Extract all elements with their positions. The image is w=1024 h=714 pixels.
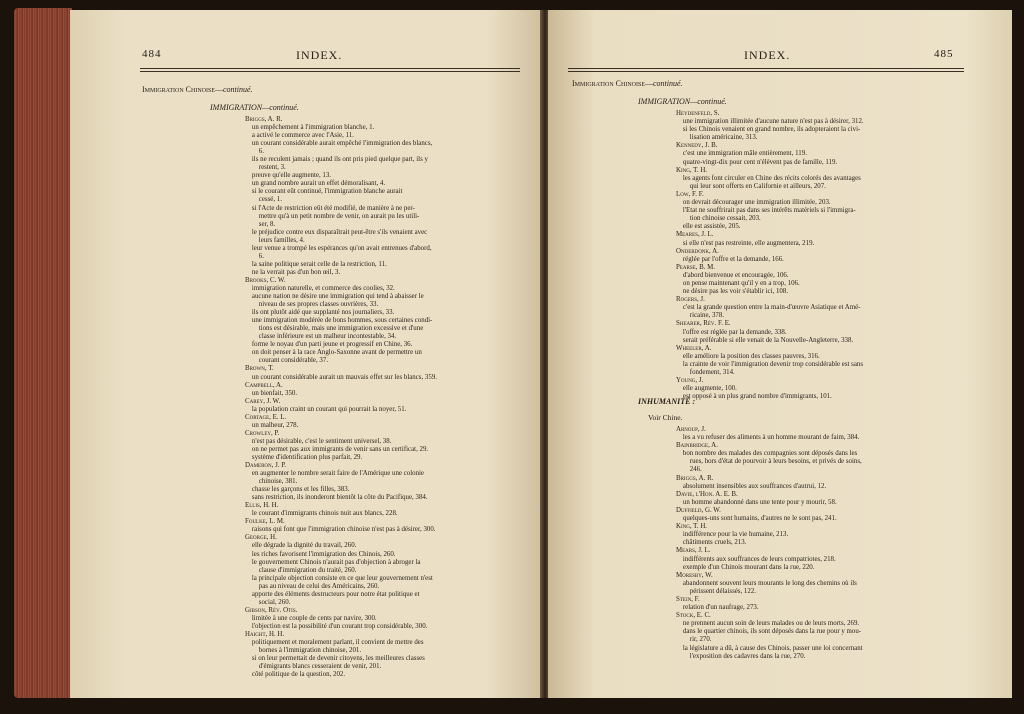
- index-subentry: châtiments cruels, 213.: [676, 539, 747, 547]
- index-name: Duffield, G. W.: [676, 506, 721, 514]
- index-name: Low, F. F.: [676, 190, 704, 198]
- index-subentry: apporte des éléments destructeurs pour notre état politique et: [245, 590, 420, 598]
- left-page: [70, 10, 542, 698]
- index-subentry: ricaine, 378.: [676, 312, 725, 320]
- index-subentry: on pense maintenant qu'il y en a trop, 106.: [676, 279, 800, 287]
- index-subentry: l'Etat ne souffrirait pas dans ses intérêts matériels si l'immigra-: [676, 207, 856, 215]
- index-name: Gibson, Rév. Otis.: [245, 606, 298, 614]
- index-subentry: a activé le commerce avec l'Asie, 11.: [245, 132, 354, 140]
- index-subentry: ser, 8.: [245, 220, 276, 228]
- index-name: George, H.: [245, 534, 277, 542]
- index-subentry: elle améliore la position des classes pauvres, 316.: [676, 352, 820, 360]
- index-subentry: politiquement et moralement parlant, il convient de mettre des: [245, 639, 424, 647]
- page-number-left: 484: [142, 48, 162, 60]
- index-subentry: un courant considérable aurait empêché l'immigration des blancs,: [245, 140, 433, 148]
- index-subentry: aucune nation ne désire une immigration qui tend à abaisser le: [245, 293, 424, 301]
- index-name: Dameron, J. P.: [245, 462, 287, 470]
- index-subentry: l'objection est la possibilité d'un courant trop considérable, 300.: [245, 622, 428, 630]
- index-subentry: c'est la grande question entre la main-d'œuvre Asiatique et Amé-: [676, 304, 861, 312]
- index-name: Meares, J. L.: [676, 231, 714, 239]
- index-name: Moresby, W.: [676, 571, 713, 579]
- index-subentry: mettre qu'à un petit nombre de venir, on aurait pu les utili-: [245, 212, 420, 220]
- index-subentry: tions est désirable, mais une immigration excessive et d'une: [245, 325, 424, 333]
- header-rule: [568, 68, 964, 69]
- index-name: Haight, H. H.: [245, 631, 285, 638]
- index-subentry: un bienfait, 350.: [245, 389, 298, 397]
- sub-heading-right: IMMIGRATION—continué.: [638, 97, 727, 106]
- page-number-right: 485: [934, 48, 954, 60]
- index-subentry: relation d'un naufrage, 273.: [676, 604, 759, 612]
- index-subentry: abandonnent souvent leurs mourants le long des chemins où ils: [676, 579, 857, 587]
- index-subentry: clause d'immigration du traité, 260.: [245, 566, 357, 574]
- index-subentry: c'est une immigration mâle entièrement, 119.: [676, 150, 807, 158]
- index-subentry: absolument insensibles aux souffrances d'autrui, 12.: [676, 482, 827, 490]
- index-subentry: elle augmente, 100.: [676, 385, 737, 393]
- index-subentry: est opposé à un plus grand nombre d'immigrants, 101.: [676, 393, 832, 401]
- index-entries-right: [676, 110, 864, 401]
- index-subentry: qui leur sont offerts en Californie et ailleurs, 207.: [676, 182, 826, 190]
- index-name: Heydenfeld, S.: [676, 110, 720, 117]
- index-subentry: limitée à une couple de cents par navire, 300.: [245, 614, 377, 622]
- index-name: Onderdonk, A.: [676, 247, 719, 255]
- index-subentry: tion chinoise cessait, 203.: [676, 215, 761, 223]
- index-subentry: si on leur permettait de devenir citoyens, les meilleures classes: [245, 655, 425, 663]
- index-name: Kennedy, J. B.: [676, 142, 718, 150]
- index-subentry: lisation américaine, 313.: [676, 134, 758, 142]
- index-subentry: cessé, 1.: [245, 196, 282, 204]
- index-subentry: d'émigrants blancs cesseraient de venir, 201.: [245, 663, 382, 671]
- index-subentry: elle est assistée, 205.: [676, 223, 741, 231]
- index-subentry: périssent délaissés, 122.: [676, 587, 756, 595]
- inhumanite-heading: INHUMANITÉ :: [638, 397, 696, 406]
- index-subentry: l'offre est réglée par la demande, 338.: [676, 328, 787, 336]
- index-subentry: bornes à l'immigration chinoise, 201.: [245, 647, 362, 655]
- index-subentry: rir, 270.: [676, 636, 712, 644]
- index-subentry: indifférence pour la vie humaine, 213.: [676, 531, 789, 539]
- index-subentry: bon nombre des malades des compagnies sont déposés dans les: [676, 450, 858, 458]
- index-subentry: le courant d'immigrants chinois nuit aux blancs, 228.: [245, 510, 398, 518]
- header-rule: [140, 68, 520, 69]
- index-subentry: leur venue a trompé les espérances qu'on avait entrenues d'abord,: [245, 244, 432, 252]
- index-subentry: leurs familles, 4.: [245, 236, 305, 244]
- index-subentry: exemple d'un Chinois mourant dans la rue, 220.: [676, 563, 815, 571]
- index-entries-right-2: [676, 426, 863, 661]
- index-subentry: un homme abandonné dans une tente pour y mourir, 58.: [676, 498, 837, 506]
- index-subentry: fondement, 314.: [676, 369, 735, 376]
- index-name: Brooks, C. W.: [245, 276, 286, 284]
- index-subentry: sans restriction, ils inonderont bientôt la côte du Pacifique, 384.: [245, 494, 428, 502]
- index-subentry: forme le noyau d'un parti jeune et progressif en Chine, 36.: [245, 341, 413, 349]
- index-name: Briggs, A. R.: [676, 474, 714, 482]
- index-subentry: on ne permet pas aux immigrants de venir sans un certificat, 29.: [245, 445, 429, 453]
- page-edges: [14, 8, 72, 698]
- index-subentry: on doit penser à la race Anglo-Saxonne avant de permettre un: [245, 349, 422, 357]
- index-subentry: ils ont plutôt aidé que supplanté nos journaliers, 33.: [245, 309, 395, 317]
- index-subentry: 6.: [245, 148, 264, 156]
- index-subentry: serait préférable si elle venait de la Nouvelle-Angleterre, 338.: [676, 336, 854, 344]
- index-subentry: ne la verrait pas d'un bon œil, 3.: [245, 268, 341, 276]
- index-subentry: ne désire pas les voir s'établir ici, 108.: [676, 288, 789, 296]
- index-subentry: un empêchement à l'immigration blanche, 1.: [245, 124, 375, 132]
- index-subentry: un courant considérable aurait un mauvais effet sur les blancs, 359.: [245, 373, 437, 381]
- index-subentry: chinoise, 381.: [245, 478, 298, 486]
- index-subentry: raisons qui font que l'immigration chinoise n'est pas à désirer, 300.: [245, 526, 436, 534]
- index-subentry: si les Chinois venaient en grand nombre, ils adopteraient la civi-: [676, 126, 861, 134]
- index-entries-left: [245, 116, 437, 679]
- index-subentry: côté politique de la question, 202.: [245, 671, 346, 679]
- index-name: Davie, l'Hon. A. E. B.: [676, 490, 738, 498]
- index-name: Bainbridge, A.: [676, 442, 718, 450]
- index-subentry: si elle n'est pas restreinte, elle augmentera, 219.: [676, 239, 815, 247]
- index-subentry: chasse les garçons et les filles, 383.: [245, 486, 350, 494]
- index-name: Shearer, Rév. F. E.: [676, 320, 731, 328]
- index-subentry: 246.: [676, 466, 702, 474]
- index-subentry: on devrait décourager une immigration illimitée, 203.: [676, 199, 831, 207]
- header-rule-thin: [568, 71, 964, 72]
- section-heading-left: Immigration Chinoise—continué.: [142, 85, 253, 94]
- index-subentry: la législature a dû, à cause des Chinois, passer une loi concernant: [676, 644, 863, 652]
- index-subentry: le gouvernement Chinois n'aurait pas d'objection à abroger la: [245, 558, 421, 566]
- header-rule-thin: [140, 71, 520, 72]
- index-subentry: indifférents aux souffrances de leurs compatriotes, 218.: [676, 555, 836, 563]
- right-page: [548, 10, 1012, 698]
- index-name: Rogers, J.: [676, 296, 705, 304]
- index-subentry: niveau de ses propres classes ouvrières, 33.: [245, 301, 379, 309]
- index-subentry: 6.: [245, 252, 264, 260]
- index-subentry: rues, hors d'état de pourvoir à leurs besoins, et privés de soins,: [676, 458, 862, 466]
- index-subentry: un grand nombre aurait un effet démoralisant, 4.: [245, 180, 386, 188]
- index-subentry: les a vu refuser des aliments à un homme mourant de faim, 384.: [676, 434, 860, 442]
- index-subentry: l'exposition des cadavres dans la rue, 270.: [676, 652, 806, 660]
- index-subentry: social, 260.: [245, 598, 291, 606]
- index-subentry: la crainte de voir l'immigration devenir trop considérable est sans: [676, 360, 864, 368]
- index-subentry: réglée par l'offre et la demande, 166.: [676, 255, 784, 263]
- index-subentry: quelques-uns sont humains, d'autres ne le sont pas, 241.: [676, 515, 837, 523]
- index-name: Brown, T.: [245, 365, 274, 373]
- index-subentry: une immigration modérée de bons hommes, sous certaines condi-: [245, 317, 433, 325]
- index-subentry: immigration naturelle, et commerce des coolies, 32.: [245, 284, 395, 292]
- index-name: Stein, F.: [676, 595, 700, 603]
- running-header-right: INDEX.: [744, 48, 791, 62]
- index-subentry: ne prennent aucun soin de leurs malades ou de leurs morts, 269.: [676, 620, 860, 628]
- index-name: King, T. H.: [676, 166, 708, 174]
- index-name: Carey, J. W.: [245, 397, 281, 405]
- index-subentry: dans le quartier chinois, ils sont déposés dans la rue pour y mou-: [676, 628, 862, 636]
- index-name: Young, J.: [676, 377, 704, 385]
- index-subentry: système d'identification plus parfait, 29.: [245, 453, 363, 461]
- index-name: Wheeler, A.: [676, 344, 712, 352]
- index-subentry: si l'Acte de restriction eût été modifié, de manière à ne per-: [245, 204, 415, 212]
- index-name: Cortage, E. L.: [245, 413, 287, 421]
- index-subentry: quatre-vingt-dix pour cent n'élèvent pas de famille, 119.: [676, 158, 838, 166]
- index-subentry: un malheur, 278.: [245, 421, 299, 429]
- index-subentry: la population craint un courant qui pourrait la noyer, 51.: [245, 405, 407, 413]
- index-subentry: pas au niveau de celui des Américains, 260.: [245, 582, 380, 590]
- index-subentry: d'abord bienvenue et encouragée, 106.: [676, 271, 789, 279]
- index-subentry: classe inférieure est un malheur incontestable, 34.: [245, 333, 397, 341]
- index-name: King, T. H.: [676, 523, 708, 531]
- section-heading-right: Immigration Chinoise—continué.: [572, 79, 683, 88]
- index-subentry: courant considérable, 37.: [245, 357, 329, 365]
- index-name: Campbell, A.: [245, 381, 283, 389]
- index-subentry: en augmenter le nombre serait faire de l'Amérique une colonie: [245, 470, 424, 478]
- index-subentry: les agents font circuler en Chine des récits colorés des avantages: [676, 174, 861, 182]
- index-subentry: la saine politique serait celle de la restriction, 11.: [245, 260, 387, 268]
- index-name: Mears, J. L.: [676, 547, 711, 555]
- index-name: Arnoup, J.: [676, 426, 706, 433]
- index-subentry: le préjudice contre eux disparaîtrait peut-être s'ils venaient avec: [245, 228, 428, 236]
- index-subentry: restent, 3.: [245, 164, 286, 172]
- index-subentry: elle dégrade la dignité du travail, 260.: [245, 542, 357, 550]
- running-header-left: INDEX.: [296, 48, 343, 62]
- index-subentry: preuve qu'elle augmente, 13.: [245, 172, 332, 180]
- index-subentry: une immigration illimitée d'aucune nature n'est pas à désirer, 312.: [676, 118, 864, 126]
- sub-heading-left: IMMIGRATION—continué.: [210, 103, 299, 112]
- index-name: Briggs, A. R.: [245, 116, 283, 123]
- index-subentry: ils ne reculent jamais ; quand ils ont pris pied quelque part, ils y: [245, 156, 428, 164]
- index-subentry: n'est pas désirable, c'est le sentiment universel, 38.: [245, 437, 392, 445]
- see-also: Voir Chine.: [648, 413, 683, 422]
- index-subentry: si le courant eût continué, l'immigration blanche aurait: [245, 188, 403, 196]
- index-name: Stock, E. C.: [676, 612, 711, 620]
- index-subentry: les riches favorisent l'immigration des Chinois, 260.: [245, 550, 396, 558]
- index-name: Pearse, B. M.: [676, 263, 716, 271]
- index-name: Ellis, H. H.: [245, 502, 279, 510]
- index-subentry: la principale objection consiste en ce que leur gouvernement n'est: [245, 574, 433, 582]
- index-name: Foulke, L. M.: [245, 518, 285, 526]
- index-name: Crowley, P.: [245, 429, 280, 437]
